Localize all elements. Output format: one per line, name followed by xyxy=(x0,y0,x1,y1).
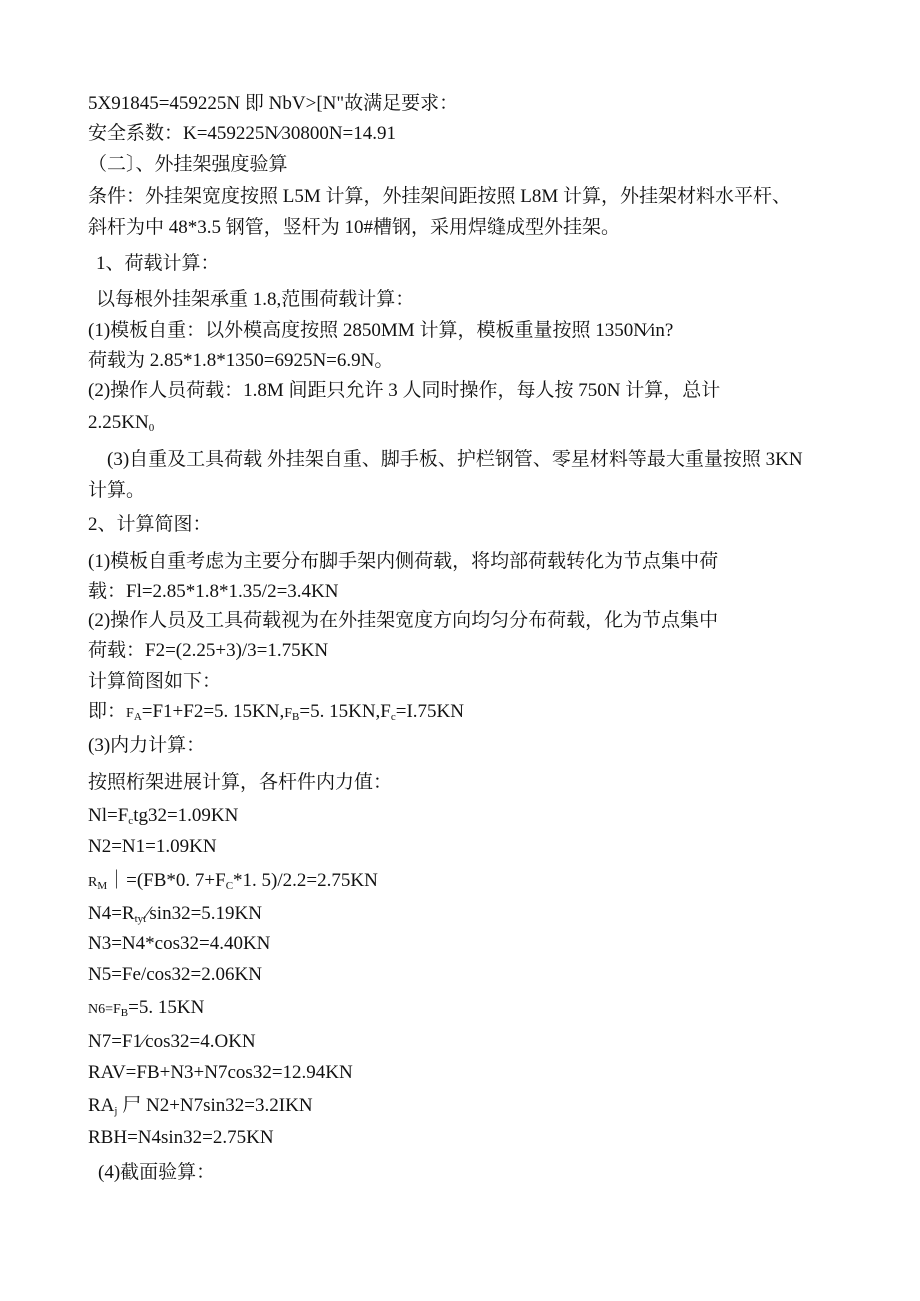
formula-line: RBH=N4sin32=2.75KN xyxy=(88,1127,274,1148)
formula-line: N3=N4*cos32=4.40KN xyxy=(88,933,271,954)
formula-line: N2=N1=1.09KN xyxy=(88,836,217,857)
text-line: 以每根外挂架承重 1.8,范围荷载计算： xyxy=(96,289,415,310)
formula-line: RAV=FB+N3+N7cos32=12.94KN xyxy=(88,1062,353,1083)
text-line: 条件：外挂架宽度按照 L5M 计算，外挂架间距按照 L8M 计算，外挂架材料水平杆、 xyxy=(88,186,792,207)
formula-line: $N4=R_{tyt}∕\sin 32=5.19KN$ xyxy=(88,903,262,925)
text-line: 5X91845=459225N 即 NbV>[N"故满足要求： xyxy=(88,93,459,114)
text-line: (1)模板自重：以外模高度按照 2850MM 计算，模板重量按照 1350N∕in? xyxy=(88,320,674,341)
section-heading: （二〕、外挂架强度验算 xyxy=(88,154,288,175)
text-line: 计算。 xyxy=(88,480,146,501)
formula-line: $R_M|=(FB*0$. $7+F_C*1$. 5)/2.2=2.75KN xyxy=(88,870,378,892)
text-line: 荷载为 2.85*1.8*1350=6925N=6.9N。 xyxy=(88,350,394,371)
text-line: (2)操作人员荷载：1.8M 间距只允许 3 人同时操作，每人按 750N 计算，总计 xyxy=(88,380,721,401)
text-line: (4)截面验算： xyxy=(98,1162,216,1183)
formula-line: N5=Fe/cos32=2.06KN xyxy=(88,964,262,985)
text-line: 安全系数：K=459225N∕30800N=14.91 xyxy=(88,123,397,144)
text-line: $2.25KN_0$ xyxy=(88,412,155,434)
subsection-heading: 1、荷载计算： xyxy=(96,253,220,274)
formula-line: $Nl=F_ctg32=1.09KN$ xyxy=(88,805,239,827)
formula-line: N7=F1∕cos32=4.OKN xyxy=(88,1031,256,1052)
text-line: (3)自重及工具荷载 外挂架自重、脚手板、护栏钢管、零星材料等最大重量按照 3KN xyxy=(107,449,803,470)
text-line: 荷载：F2=(2.25+3)/3=1.75KN xyxy=(88,640,329,661)
subsection-heading: 2、计算简图： xyxy=(88,514,212,535)
text-line: (3)内力计算： xyxy=(88,735,206,756)
text-line: 斜杆为中 48*3.5 钢管，竖杆为 10#槽钢，采用焊缝成型外挂架。 xyxy=(88,217,621,238)
formula-line: 即：$F_A=F1+F2=5$. $15KN,F_B=5$. $15KN,F_c=I.75KN$ xyxy=(88,701,465,723)
formula-line: $RA_j$ 尸 N2+N7sin32=3.2IKN xyxy=(88,1095,313,1117)
text-line: 按照桁架进展计算，各杆件内力值： xyxy=(88,772,393,793)
text-line: (1)模板自重考虑为主要分布脚手架内侧荷载，将均部荷载转化为节点集中荷 xyxy=(88,551,719,572)
formula-line: $N6=F_B=5$. 15KN xyxy=(88,997,205,1019)
text-line: 计算简图如下： xyxy=(88,671,222,692)
text-line: (2)操作人员及工具荷载视为在外挂架宽度方向均匀分布荷载，化为节点集中 xyxy=(88,610,719,631)
text-line: 载：Fl=2.85*1.8*1.35/2=3.4KN xyxy=(88,581,339,602)
